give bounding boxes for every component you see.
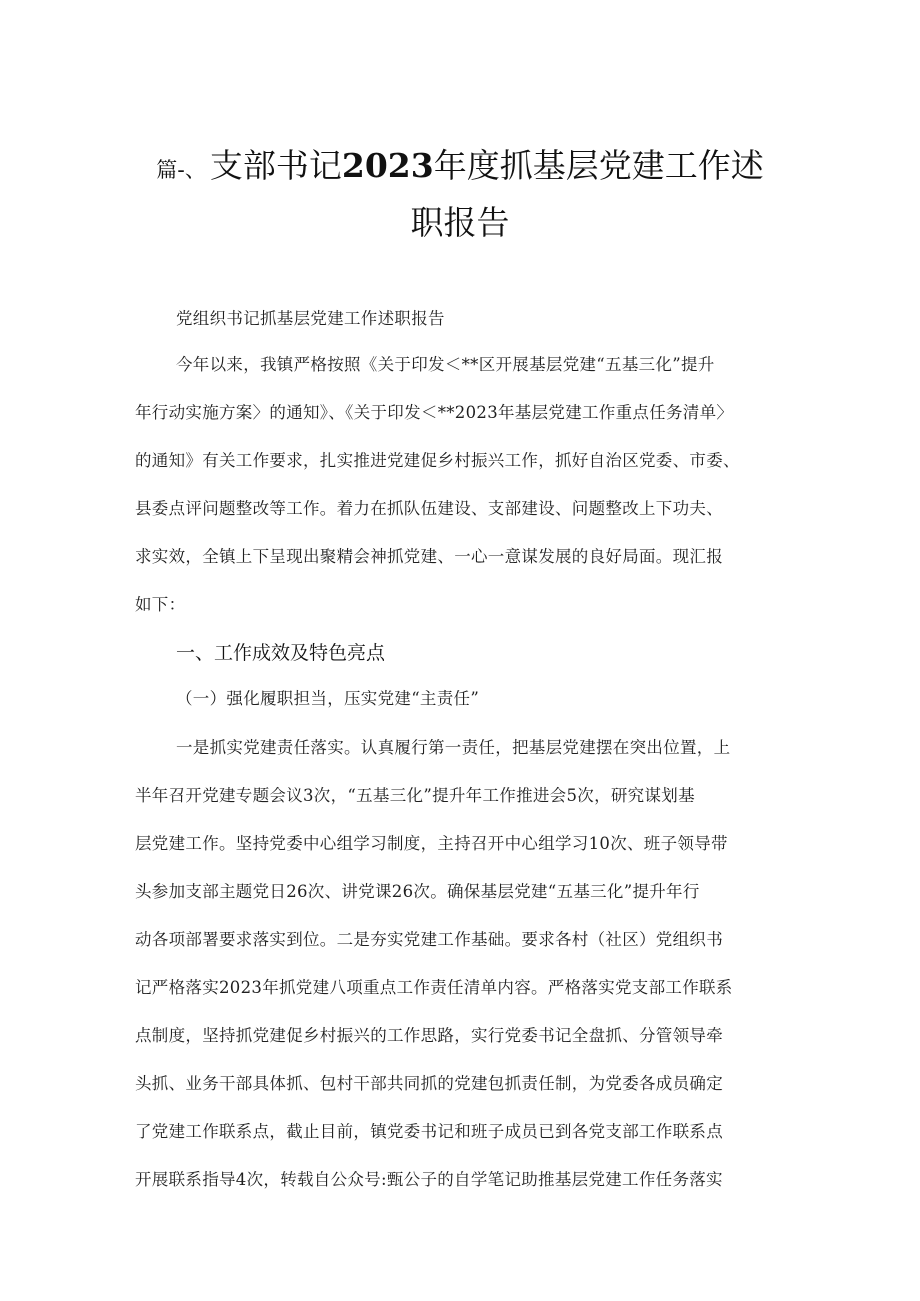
body-line: 记严格落实2023年抓党建八项重点工作责任清单内容。严格落实党支部工作联系	[135, 978, 733, 997]
subsection-heading: （一）强化履职担当，压实党建“主责任”	[176, 689, 480, 708]
title-prefix: 篇-、	[156, 158, 206, 182]
title-part-2: 年度抓基层党建工作述	[433, 146, 764, 185]
body-line: 层党建工作。坚持党委中心组学习制度，主持召开中心组学习10次、班子领导带	[135, 834, 728, 853]
body-line: 头参加支部主题党日26次、讲党课26次。确保基层党建“五基三化”提升年行	[135, 882, 700, 901]
intro-line: 今年以来，我镇严格按照《关于印发＜**区开展基层党建“五基三化”提升	[176, 355, 715, 374]
title-part-1: 支部书记	[209, 146, 342, 185]
subtitle: 党组织书记抓基层党建工作述职报告	[176, 309, 445, 328]
intro-line: 年行动实施方案〉的通知》、《关于印发＜**2023年基层党建工作重点任务清单〉	[135, 403, 734, 422]
body-line: 点制度，坚持抓党建促乡村振兴的工作思路，实行党委书记全盘抓、分管领导牵	[135, 1026, 723, 1045]
intro-line: 求实效，全镇上下呈现出聚精会神抓党建、一心一意谋发展的良好局面。现汇报	[135, 547, 723, 566]
body-line: 一是抓实党建责任落实。认真履行第一责任，把基层党建摆在突出位置，上	[176, 738, 731, 757]
body-line: 开展联系指导4次，转载自公众号:甄公子的自学笔记助推基层党建工作任务落实	[135, 1170, 723, 1189]
body-line: 动各项部署要求落实到位。二是夯实党建工作基础。要求各村（社区）党组织书	[135, 930, 723, 949]
section-heading: 一、工作成效及特色亮点	[176, 642, 386, 664]
body-line: 头抓、业务干部具体抓、包村干部共同抓的党建包抓责任制，为党委各成员确定	[135, 1074, 723, 1093]
document-title-line-1	[0, 140, 920, 187]
body-line: 半年召开党建专题会议3次，“五基三化”提升年工作推进会5次，研究谋划基	[135, 786, 695, 805]
intro-line: 如下：	[135, 595, 186, 614]
intro-line: 的通知》有关工作要求，扎实推进党建促乡村振兴工作，抓好自治区党委、市委、	[135, 451, 740, 470]
body-line: 了党建工作联系点，截止目前，镇党委书记和班子成员已到各党支部工作联系点	[135, 1122, 723, 1141]
document-title-line-2: 职报告	[410, 203, 510, 242]
intro-line: 县委点评问题整改等工作。着力在抓队伍建设、支部建设、问题整改上下功夫、	[135, 499, 723, 518]
title-year: 2023	[341, 146, 434, 185]
